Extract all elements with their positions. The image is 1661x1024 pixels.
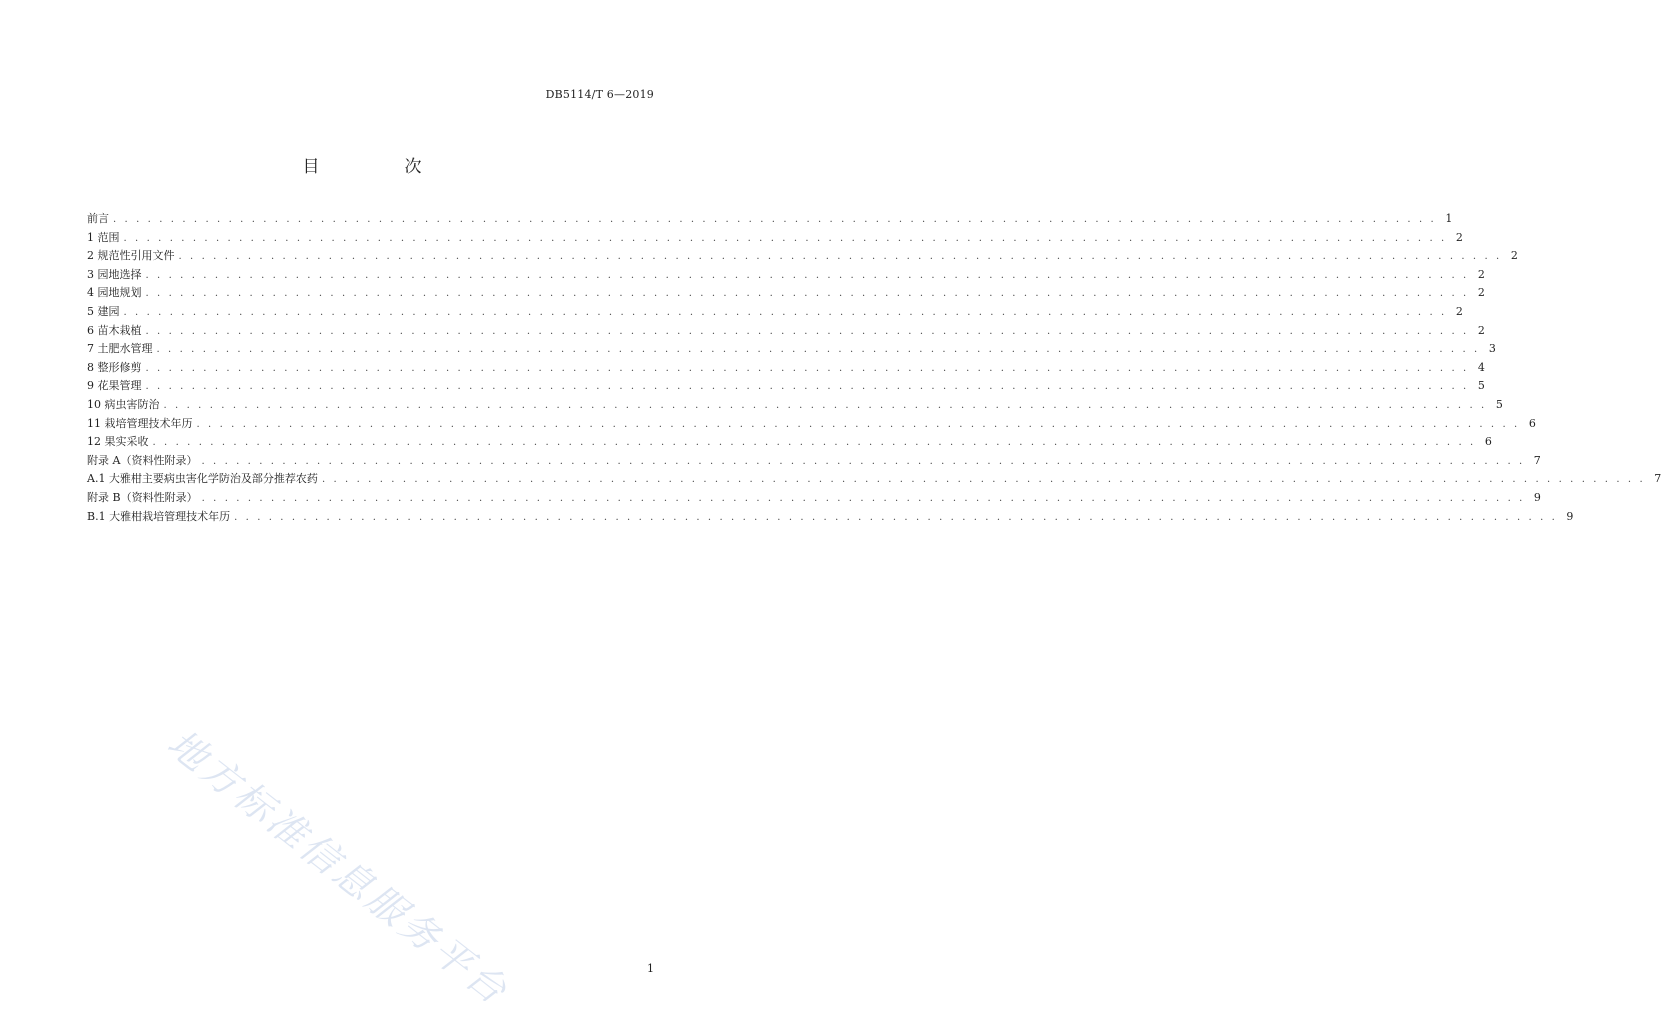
toc-entry[interactable]: [87, 470, 1661, 489]
toc-entry-label: 2 规范性引用文件: [87, 249, 175, 263]
page-number: 1: [647, 962, 654, 975]
toc-entry-label: 10 病虫害防治: [87, 397, 160, 411]
toc-entry-label: 附录 B（资料性附录）: [87, 490, 198, 504]
toc-entry-page: 6: [1528, 416, 1536, 430]
toc-entry-page: 2: [1477, 323, 1485, 337]
toc-leader-dots: . . . . . . . . . . . . . . . . . . . . . . . . . . . . . . . . . . . . . . . . . . . . . . . . . . . . . . . . . . . . . . . . . . . . . . . . . . . . . . . . . . . . . . . . . . . . . . . . . . . . . . . . . . . . . . . . . . .: [201, 455, 1525, 467]
toc-leader-dots: . . . . . . . . . . . . . . . . . . . . . . . . . . . . . . . . . . . . . . . . . . . . . . . . . . . . . . . . . . . . . . . . . . . . . . . . . . . . . . . . . . . . . . . . . . . . . . . . . . . . . . . . . . . . . . . . . . .: [145, 325, 1469, 337]
toc-leader-dots: . . . . . . . . . . . . . . . . . . . . . . . . . . . . . . . . . . . . . . . . . . . . . . . . . . . . . . . . . . . . . . . . . . . . . . . . . . . . . . . . . . . . . . . . . . . . . . . . . . . . . . . . . . . . . . . . . . .: [178, 251, 1502, 263]
toc-entry[interactable]: [87, 489, 1541, 508]
toc-entry-label: 11 栽培管理技术年历: [87, 416, 193, 430]
toc-entry-label: 附录 A（资料性附录）: [87, 453, 198, 467]
toc-entry-label: B.1 大雅柑栽培管理技术年历: [87, 509, 231, 523]
toc-leader-dots: . . . . . . . . . . . . . . . . . . . . . . . . . . . . . . . . . . . . . . . . . . . . . . . . . . . . . . . . . . . . . . . . . . . . . . . . . . . . . . . . . . . . . . . . . . . . . . . . . . . . . . . . . . . . . . . . . . .: [321, 474, 1646, 486]
toc-entry-page: 9: [1566, 509, 1574, 523]
watermark-text: 地方标准信息服务平台: [159, 720, 518, 1015]
toc-entry-page: 7: [1654, 472, 1661, 486]
toc-leader-dots: . . . . . . . . . . . . . . . . . . . . . . . . . . . . . . . . . . . . . . . . . . . . . . . . . . . . . . . . . . . . . . . . . . . . . . . . . . . . . . . . . . . . . . . . . . . . . . . . . . . . . . . . . . . . . . . . . . .: [152, 437, 1476, 449]
toc-entry[interactable]: [87, 433, 1492, 452]
toc-entry[interactable]: [87, 359, 1485, 378]
toc-entry-page: 5: [1477, 379, 1485, 393]
toc-entry-label: 3 园地选择: [87, 267, 142, 281]
toc-entry-page: 2: [1477, 267, 1485, 281]
table-of-contents: [87, 210, 1661, 526]
toc-entry-page: 3: [1488, 342, 1496, 356]
toc-entry-page: 9: [1533, 490, 1541, 504]
toc-entry[interactable]: [87, 396, 1503, 415]
toc-leader-dots: . . . . . . . . . . . . . . . . . . . . . . . . . . . . . . . . . . . . . . . . . . . . . . . . . . . . . . . . . . . . . . . . . . . . . . . . . . . . . . . . . . . . . . . . . . . . . . . . . . . . . . . . . . . . . . . . . . .: [196, 418, 1520, 430]
toc-entry[interactable]: [87, 210, 1453, 229]
toc-leader-dots: . . . . . . . . . . . . . . . . . . . . . . . . . . . . . . . . . . . . . . . . . . . . . . . . . . . . . . . . . . . . . . . . . . . . . . . . . . . . . . . . . . . . . . . . . . . . . . . . . . . . . . . . . . . . . . . . . . .: [201, 492, 1525, 504]
toc-leader-dots: . . . . . . . . . . . . . . . . . . . . . . . . . . . . . . . . . . . . . . . . . . . . . . . . . . . . . . . . . . . . . . . . . . . . . . . . . . . . . . . . . . . . . . . . . . . . . . . . . . . . . . . . . . . . . . . . . . .: [145, 362, 1469, 374]
toc-entry[interactable]: [87, 303, 1463, 322]
toc-entry-page: 5: [1495, 397, 1503, 411]
toc-entry-label: 9 花果管理: [87, 379, 142, 393]
toc-entry[interactable]: [87, 284, 1485, 303]
toc-entry[interactable]: [87, 415, 1536, 434]
toc-entry-label: 前言: [87, 212, 109, 225]
toc-entry-label: 1 范围: [87, 230, 120, 244]
toc-entry[interactable]: [87, 377, 1485, 396]
toc-entry[interactable]: [87, 229, 1463, 248]
toc-leader-dots: . . . . . . . . . . . . . . . . . . . . . . . . . . . . . . . . . . . . . . . . . . . . . . . . . . . . . . . . . . . . . . . . . . . . . . . . . . . . . . . . . . . . . . . . . . . . . . . . . . . . . . . . . . . . . . . . . . .: [123, 306, 1447, 318]
toc-entry-label: 12 果实采收: [87, 435, 149, 449]
toc-entry-page: 1: [1445, 212, 1453, 225]
toc-entry-label: 7 土肥水管理: [87, 342, 153, 356]
toc-leader-dots: . . . . . . . . . . . . . . . . . . . . . . . . . . . . . . . . . . . . . . . . . . . . . . . . . . . . . . . . . . . . . . . . . . . . . . . . . . . . . . . . . . . . . . . . . . . . . . . . . . . . . . . . . . . . . . . . . . .: [145, 381, 1469, 393]
toc-entry[interactable]: [87, 322, 1485, 341]
toc-leader-dots: . . . . . . . . . . . . . . . . . . . . . . . . . . . . . . . . . . . . . . . . . . . . . . . . . . . . . . . . . . . . . . . . . . . . . . . . . . . . . . . . . . . . . . . . . . . . . . . . . . . . . . . . . . . . . . . . . . .: [234, 511, 1558, 523]
toc-entry[interactable]: [87, 340, 1496, 359]
toc-entry-page: 2: [1455, 304, 1463, 318]
toc-entry-label: A.1 大雅柑主要病虫害化学防治及部分推荐农药: [87, 472, 318, 486]
toc-entry[interactable]: [87, 266, 1485, 285]
toc-leader-dots: . . . . . . . . . . . . . . . . . . . . . . . . . . . . . . . . . . . . . . . . . . . . . . . . . . . . . . . . . . . . . . . . . . . . . . . . . . . . . . . . . . . . . . . . . . . . . . . . . . . . . . . . . . . . . . . . . . .: [156, 344, 1480, 356]
toc-entry-page: 2: [1510, 249, 1518, 263]
toc-entry-page: 7: [1533, 453, 1541, 467]
toc-entry-page: 4: [1477, 360, 1485, 374]
toc-leader-dots: . . . . . . . . . . . . . . . . . . . . . . . . . . . . . . . . . . . . . . . . . . . . . . . . . . . . . . . . . . . . . . . . . . . . . . . . . . . . . . . . . . . . . . . . . . . . . . . . . . . . . . . . . . . . . . . . . . .: [113, 214, 1437, 225]
toc-leader-dots: . . . . . . . . . . . . . . . . . . . . . . . . . . . . . . . . . . . . . . . . . . . . . . . . . . . . . . . . . . . . . . . . . . . . . . . . . . . . . . . . . . . . . . . . . . . . . . . . . . . . . . . . . . . . . . . . . . .: [145, 288, 1469, 300]
toc-leader-dots: . . . . . . . . . . . . . . . . . . . . . . . . . . . . . . . . . . . . . . . . . . . . . . . . . . . . . . . . . . . . . . . . . . . . . . . . . . . . . . . . . . . . . . . . . . . . . . . . . . . . . . . . . . . . . . . . . . .: [163, 399, 1487, 411]
toc-entry-label: 4 园地规划: [87, 286, 142, 300]
toc-entry[interactable]: [87, 508, 1574, 527]
toc-entry-label: 6 苗木栽植: [87, 323, 142, 337]
toc-leader-dots: . . . . . . . . . . . . . . . . . . . . . . . . . . . . . . . . . . . . . . . . . . . . . . . . . . . . . . . . . . . . . . . . . . . . . . . . . . . . . . . . . . . . . . . . . . . . . . . . . . . . . . . . . . . . . . . . . . .: [145, 269, 1469, 281]
toc-entry[interactable]: [87, 452, 1541, 471]
toc-entry[interactable]: [87, 247, 1518, 266]
toc-entry-page: 6: [1484, 435, 1492, 449]
toc-entry-label: 5 建园: [87, 304, 120, 318]
toc-entry-label: 8 整形修剪: [87, 360, 142, 374]
toc-entry-page: 2: [1477, 286, 1485, 300]
toc-leader-dots: . . . . . . . . . . . . . . . . . . . . . . . . . . . . . . . . . . . . . . . . . . . . . . . . . . . . . . . . . . . . . . . . . . . . . . . . . . . . . . . . . . . . . . . . . . . . . . . . . . . . . . . . . . . . . . . . . . .: [123, 232, 1447, 244]
document-code: DB5114/T 6—2019: [545, 88, 654, 101]
toc-title: 目 次: [302, 157, 456, 177]
toc-entry-page: 2: [1455, 230, 1463, 244]
